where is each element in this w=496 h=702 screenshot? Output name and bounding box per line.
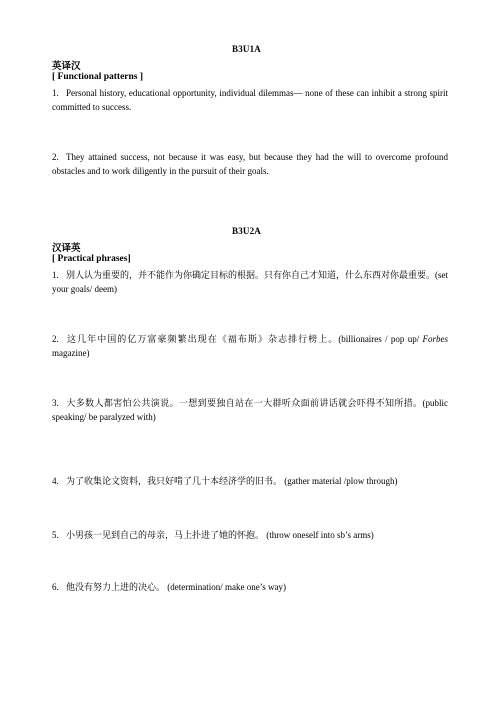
s2-item-4-num: 4. [52, 476, 59, 486]
section1-subhead: [ Functional patterns ] [52, 72, 144, 82]
s2-item-1-num: 1. [52, 270, 59, 280]
s1-item-2 [52, 150, 448, 178]
s2-item-3-text: 大多数人都害怕公共演说。一想到要独自站在一大群听众面前讲话就会吓得不知所措。(public speaking/ be paralyzed with) [52, 398, 448, 422]
s2-item-4 [52, 474, 397, 488]
section2-label: 汉译英 [52, 244, 81, 254]
s1-item-1-text: Personal history, educational opportunity, individual dilemmas— none of these can inhibit a strong spirit committed to success. [52, 88, 448, 112]
s2-item-5-num: 5. [52, 530, 59, 540]
s2-item-6-num: 6. [52, 582, 59, 592]
section2-title: B3U2A [232, 226, 262, 236]
s2-item-2-text-before: 这几年中国的亿万富豪频繁出现在《福布斯》杂志排行榜上。(billionaires / pop up/ [66, 334, 423, 344]
s2-item-3 [52, 396, 448, 424]
s2-item-3-num: 3. [52, 398, 59, 408]
s2-item-5 [52, 528, 374, 542]
s2-item-2 [52, 332, 448, 360]
s1-item-2-text: They attained success, not because it was easy, but because they had the will to overcome profound obstacles and to work diligently in the pursuit of their goals. [52, 152, 448, 176]
s2-item-4-text: 为了收集论文资料，我只好啃了几十本经济学的旧书。 (gather material /plow through) [66, 476, 398, 486]
s2-item-6-text: 他没有努力上进的决心。 (determination/ make one’s way) [66, 582, 286, 592]
s2-item-2-text-italic: Forbes [422, 334, 448, 344]
s2-item-5-text: 小男孩一见到自己的母亲，马上扑进了她的怀抱。 (throw oneself into sb’s arms) [66, 530, 374, 540]
s2-item-1-text: 别人认为重要的，并不能作为你确定目标的根据。只有你自己才知道，什么东西对你最重要。(set your goals/ deem) [52, 270, 448, 294]
section1-title: B3U1A [232, 44, 262, 54]
s1-item-1-num: 1. [52, 88, 59, 98]
section2-subhead: [ Practical phrases] [52, 254, 131, 264]
s2-item-6 [52, 580, 286, 594]
section1-label: 英译汉 [52, 62, 81, 72]
s2-item-2-text-after: magazine) [52, 348, 90, 358]
s1-item-1 [52, 86, 448, 114]
s2-item-2-num: 2. [52, 334, 59, 344]
s2-item-1 [52, 268, 448, 296]
s1-item-2-num: 2. [52, 152, 59, 162]
